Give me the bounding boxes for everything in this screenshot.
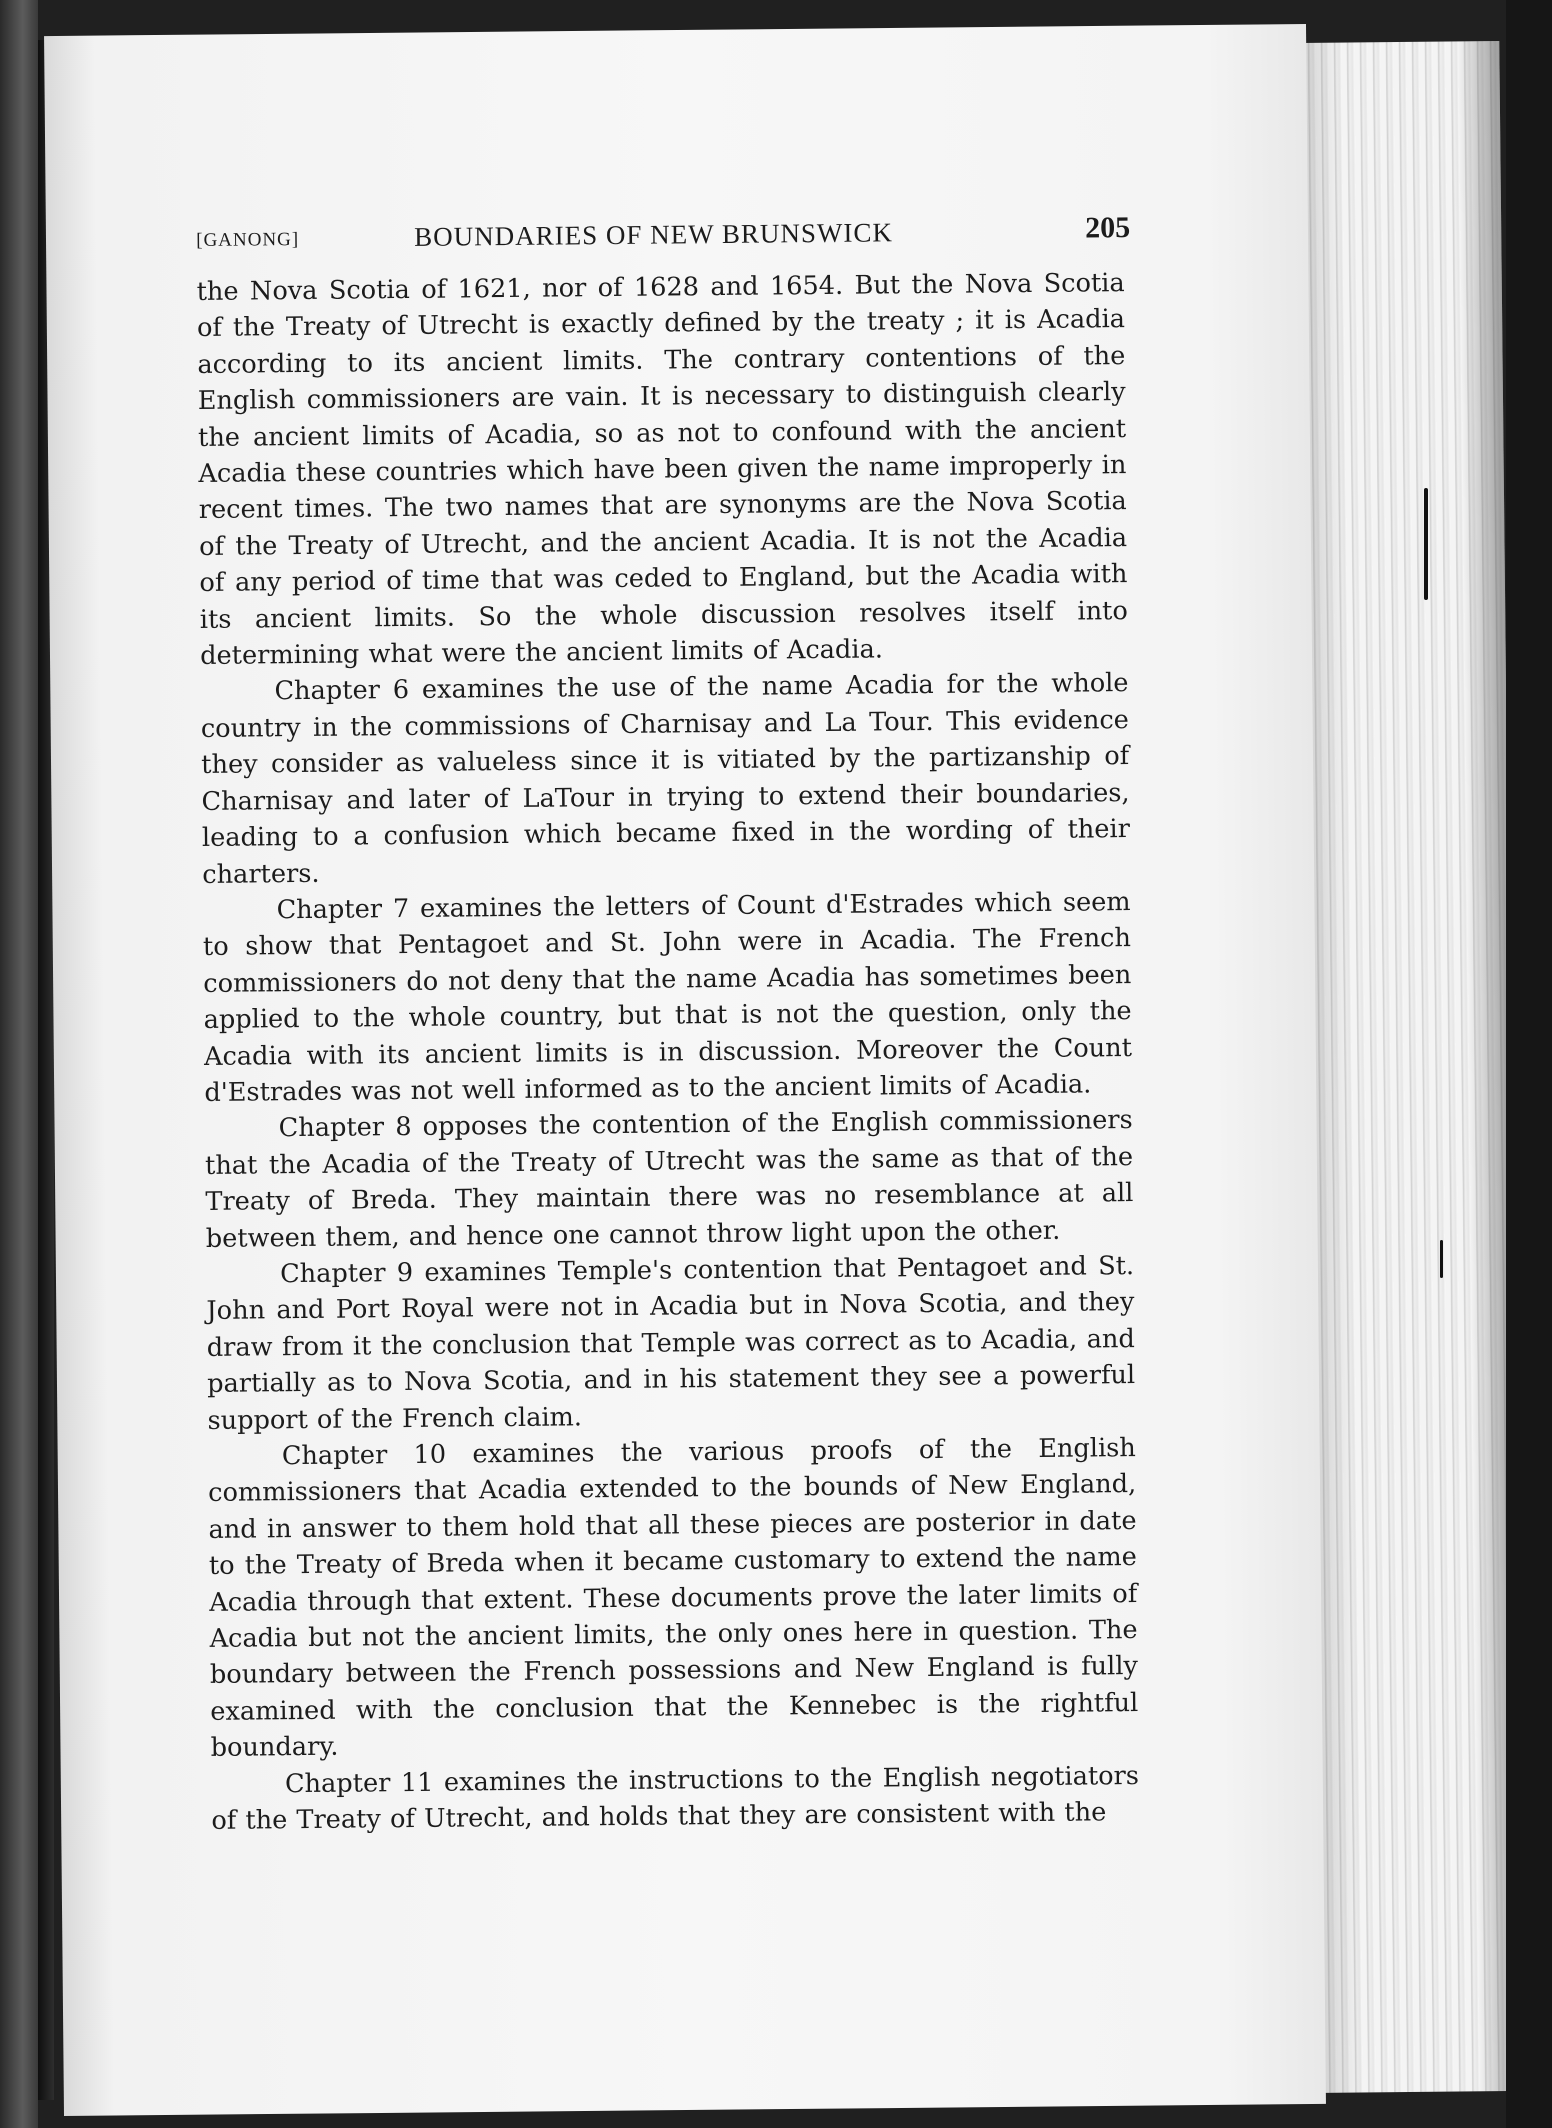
running-title: BOUNDARIES OF NEW BRUNSWICK xyxy=(414,217,894,252)
page-edges-shadow xyxy=(1289,41,1520,2093)
paragraph: Chapter 6 examines the use of the name Acadia for the whole country in the commissions of Charnisay and La Tour. This evidence they consider as valueless since it is vitiated by the partizanship of Charnisay and later of LaTour in trying to extend their boundaries, leading to a confusion which became fixed in the wording of their charters. xyxy=(200,668,1131,890)
author-tag: [GANONG] xyxy=(196,229,300,251)
paragraph: Chapter 9 examines Temple's contention that Pentagoet and St. John and Port Royal were not in Acadia but in Nova Scotia, and they draw from it the conclusion that Temple was correct as to Acadia, and partially as to Nova Scotia, and in his statement they see a powerful support of the French claim. xyxy=(206,1251,1136,1436)
paragraph: Chapter 11 examines the instructions to the English negotiators of the Treaty of Utrecht, and holds that they are consistent with the xyxy=(211,1760,1140,1836)
paragraph: Chapter 7 examines the letters of Count d'Estrades which seem to show that Pentagoet and St. John were in Acadia. The French commissioners do not deny that the name Acadia has sometimes been applied to the whole country, but that is not the question, only the Acadia with its ancient limits is in discussion. Moreover the Count d'Estrades was not well informed as to the ancient limits of Acadia. xyxy=(202,886,1133,1108)
paragraph: Chapter 10 examines the various proofs of the English commissioners that Acadia extended to the bounds of New England, and in answer to them hold that all these pieces are posterior in date to the Treaty of Breda when it became customary to extend the name Acadia through that extent. These documents prove the later limits of Acadia but not the ancient limits, the only ones here in question. The boundary between the French possessions and New England is fully examined with the conclusion that the Kennebec is the rightful boundary. xyxy=(208,1433,1139,1764)
page-content xyxy=(196,211,1140,1839)
scanner-background xyxy=(1506,0,1552,2128)
edge-ink-mark xyxy=(1440,1240,1443,1278)
running-head xyxy=(196,211,1131,260)
paragraph: the Nova Scotia of 1621, nor of 1628 and 1654. But the Nova Scotia of the Treaty of Utrecht is exactly defined by the treaty ; it is Acadia according to its ancient limits. The contrary contentions of the English commissioners are vain. It is necessary to distinguish clearly the ancient limits of Acadia, so as not to confound with the ancient Acadia these countries which have been given the name improperly in recent times. The two names that are synonyms are the Nova Scotia of the Treaty of Utrecht, and the ancient Acadia. It is not the Acadia of any period of time that was ceded to England, but the Acadia with its ancient limits. So the whole discussion resolves itself into determining what were the ancient limits of Acadia. xyxy=(196,268,1128,672)
paragraph: Chapter 8 opposes the contention of the English commissioners that the Acadia of the Treaty of Utrecht was the same as that of the Treaty of Breda. They maintain there was no resemblance at all between them, and hence one cannot throw light upon the other. xyxy=(204,1105,1134,1254)
edge-ink-mark xyxy=(1424,488,1428,600)
page-number: 205 xyxy=(1084,211,1131,245)
previous-page-edge xyxy=(0,0,38,2128)
